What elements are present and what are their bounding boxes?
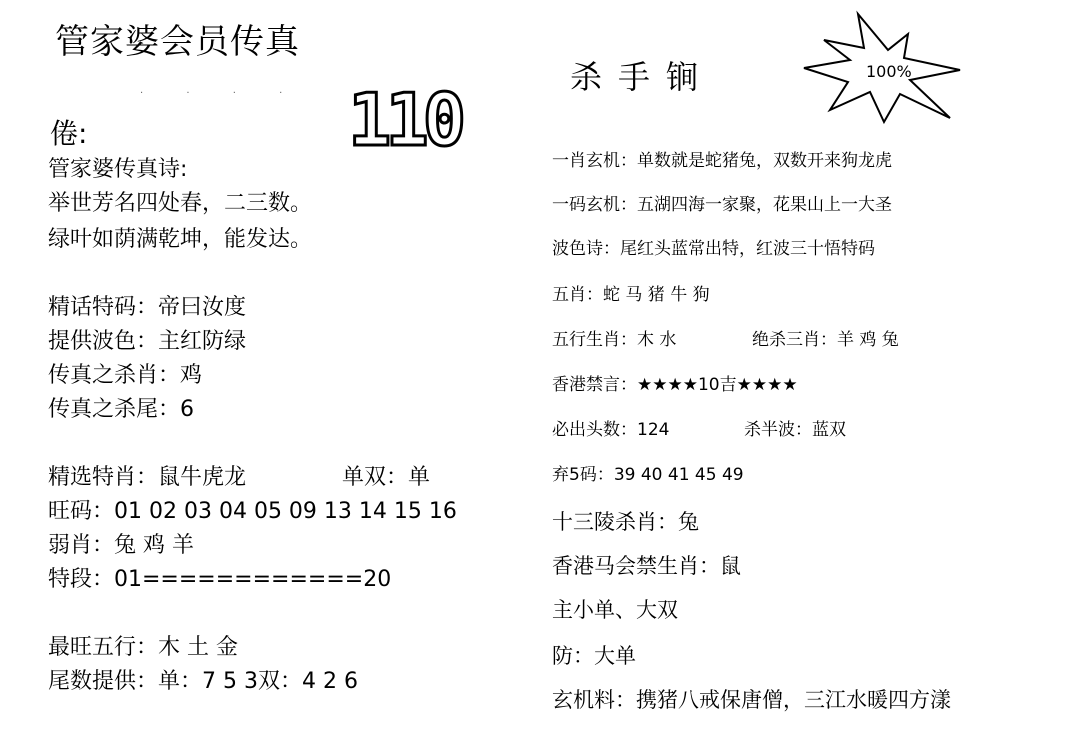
chuanzhen-shaxiao: 传真之杀肖：鸡: [48, 363, 203, 388]
juesha-sanxiao: 绝杀三肖：羊 鸡 兔: [752, 330, 899, 350]
page-title: 管家婆会员传真: [55, 22, 300, 62]
zhu-line: 主小单、大双: [552, 598, 678, 622]
ruoxiao: 弱肖：兔 鸡 羊: [48, 533, 194, 558]
teduan: 特段：01============20: [48, 567, 392, 592]
chuanzhen-shawei: 传真之杀尾：6: [48, 397, 194, 422]
hk-stars: 香港禁言：★★★★10吉★★★★: [552, 375, 798, 395]
jinghua-tema: 精话特码：帝曰汝度: [48, 295, 247, 320]
bose-poem: 波色诗：尾红头蓝常出特，红波三十悟特码: [552, 239, 875, 259]
badge-100: 100%: [866, 62, 912, 81]
wangma: 旺码：01 02 03 04 05 09 13 14 15 16: [48, 499, 457, 524]
yixiao-xuanji: 一肖玄机：单数就是蛇猪兔，双数开来狗龙虎: [552, 151, 892, 171]
shashoujian-heading: 杀手锏: [570, 58, 715, 96]
poem-line-2: 绿叶如荫满乾坤，能发达。: [48, 227, 313, 252]
poem-title: 管家婆传真诗:: [48, 157, 188, 182]
issue-number: 110: [348, 78, 461, 162]
yima-xuanji: 一码玄机：五湖四海一家聚，花果山上一大圣: [552, 195, 892, 215]
issue-label: 倦:: [50, 117, 88, 150]
poem-line-1: 举世芳名四处春，二三数。: [48, 191, 313, 216]
bichu-toushu: 必出头数：124: [552, 420, 670, 440]
danshuang: 单双：单: [342, 465, 431, 490]
weishu-tigong: 尾数提供：单：7 5 3双：4 2 6: [48, 669, 358, 694]
faint-marks: · · · ·: [140, 88, 303, 99]
tigong-bose: 提供波色：主红防绿: [48, 329, 247, 354]
hk-mahui: 香港马会禁生肖：鼠: [552, 554, 741, 578]
wuxiao: 五肖：蛇 马 猪 牛 狗: [552, 285, 710, 305]
wuxing-shengxiao: 五行生肖：木 水: [552, 330, 677, 350]
xuanji-liao: 玄机料：携猪八戒保唐僧，三江水暖四方漾: [552, 688, 951, 712]
qi-5ma: 弃5码：39 40 41 45 49: [552, 465, 744, 485]
shisanling-shaxiao: 十三陵杀肖：兔: [552, 510, 699, 534]
shaban-bo: 杀半波：蓝双: [744, 420, 846, 440]
fang-line: 防：大单: [552, 644, 636, 668]
zuiwang-wuxing: 最旺五行：木 土 金: [48, 635, 238, 660]
jingxuan-texiao: 精选特肖：鼠牛虎龙: [48, 465, 247, 490]
